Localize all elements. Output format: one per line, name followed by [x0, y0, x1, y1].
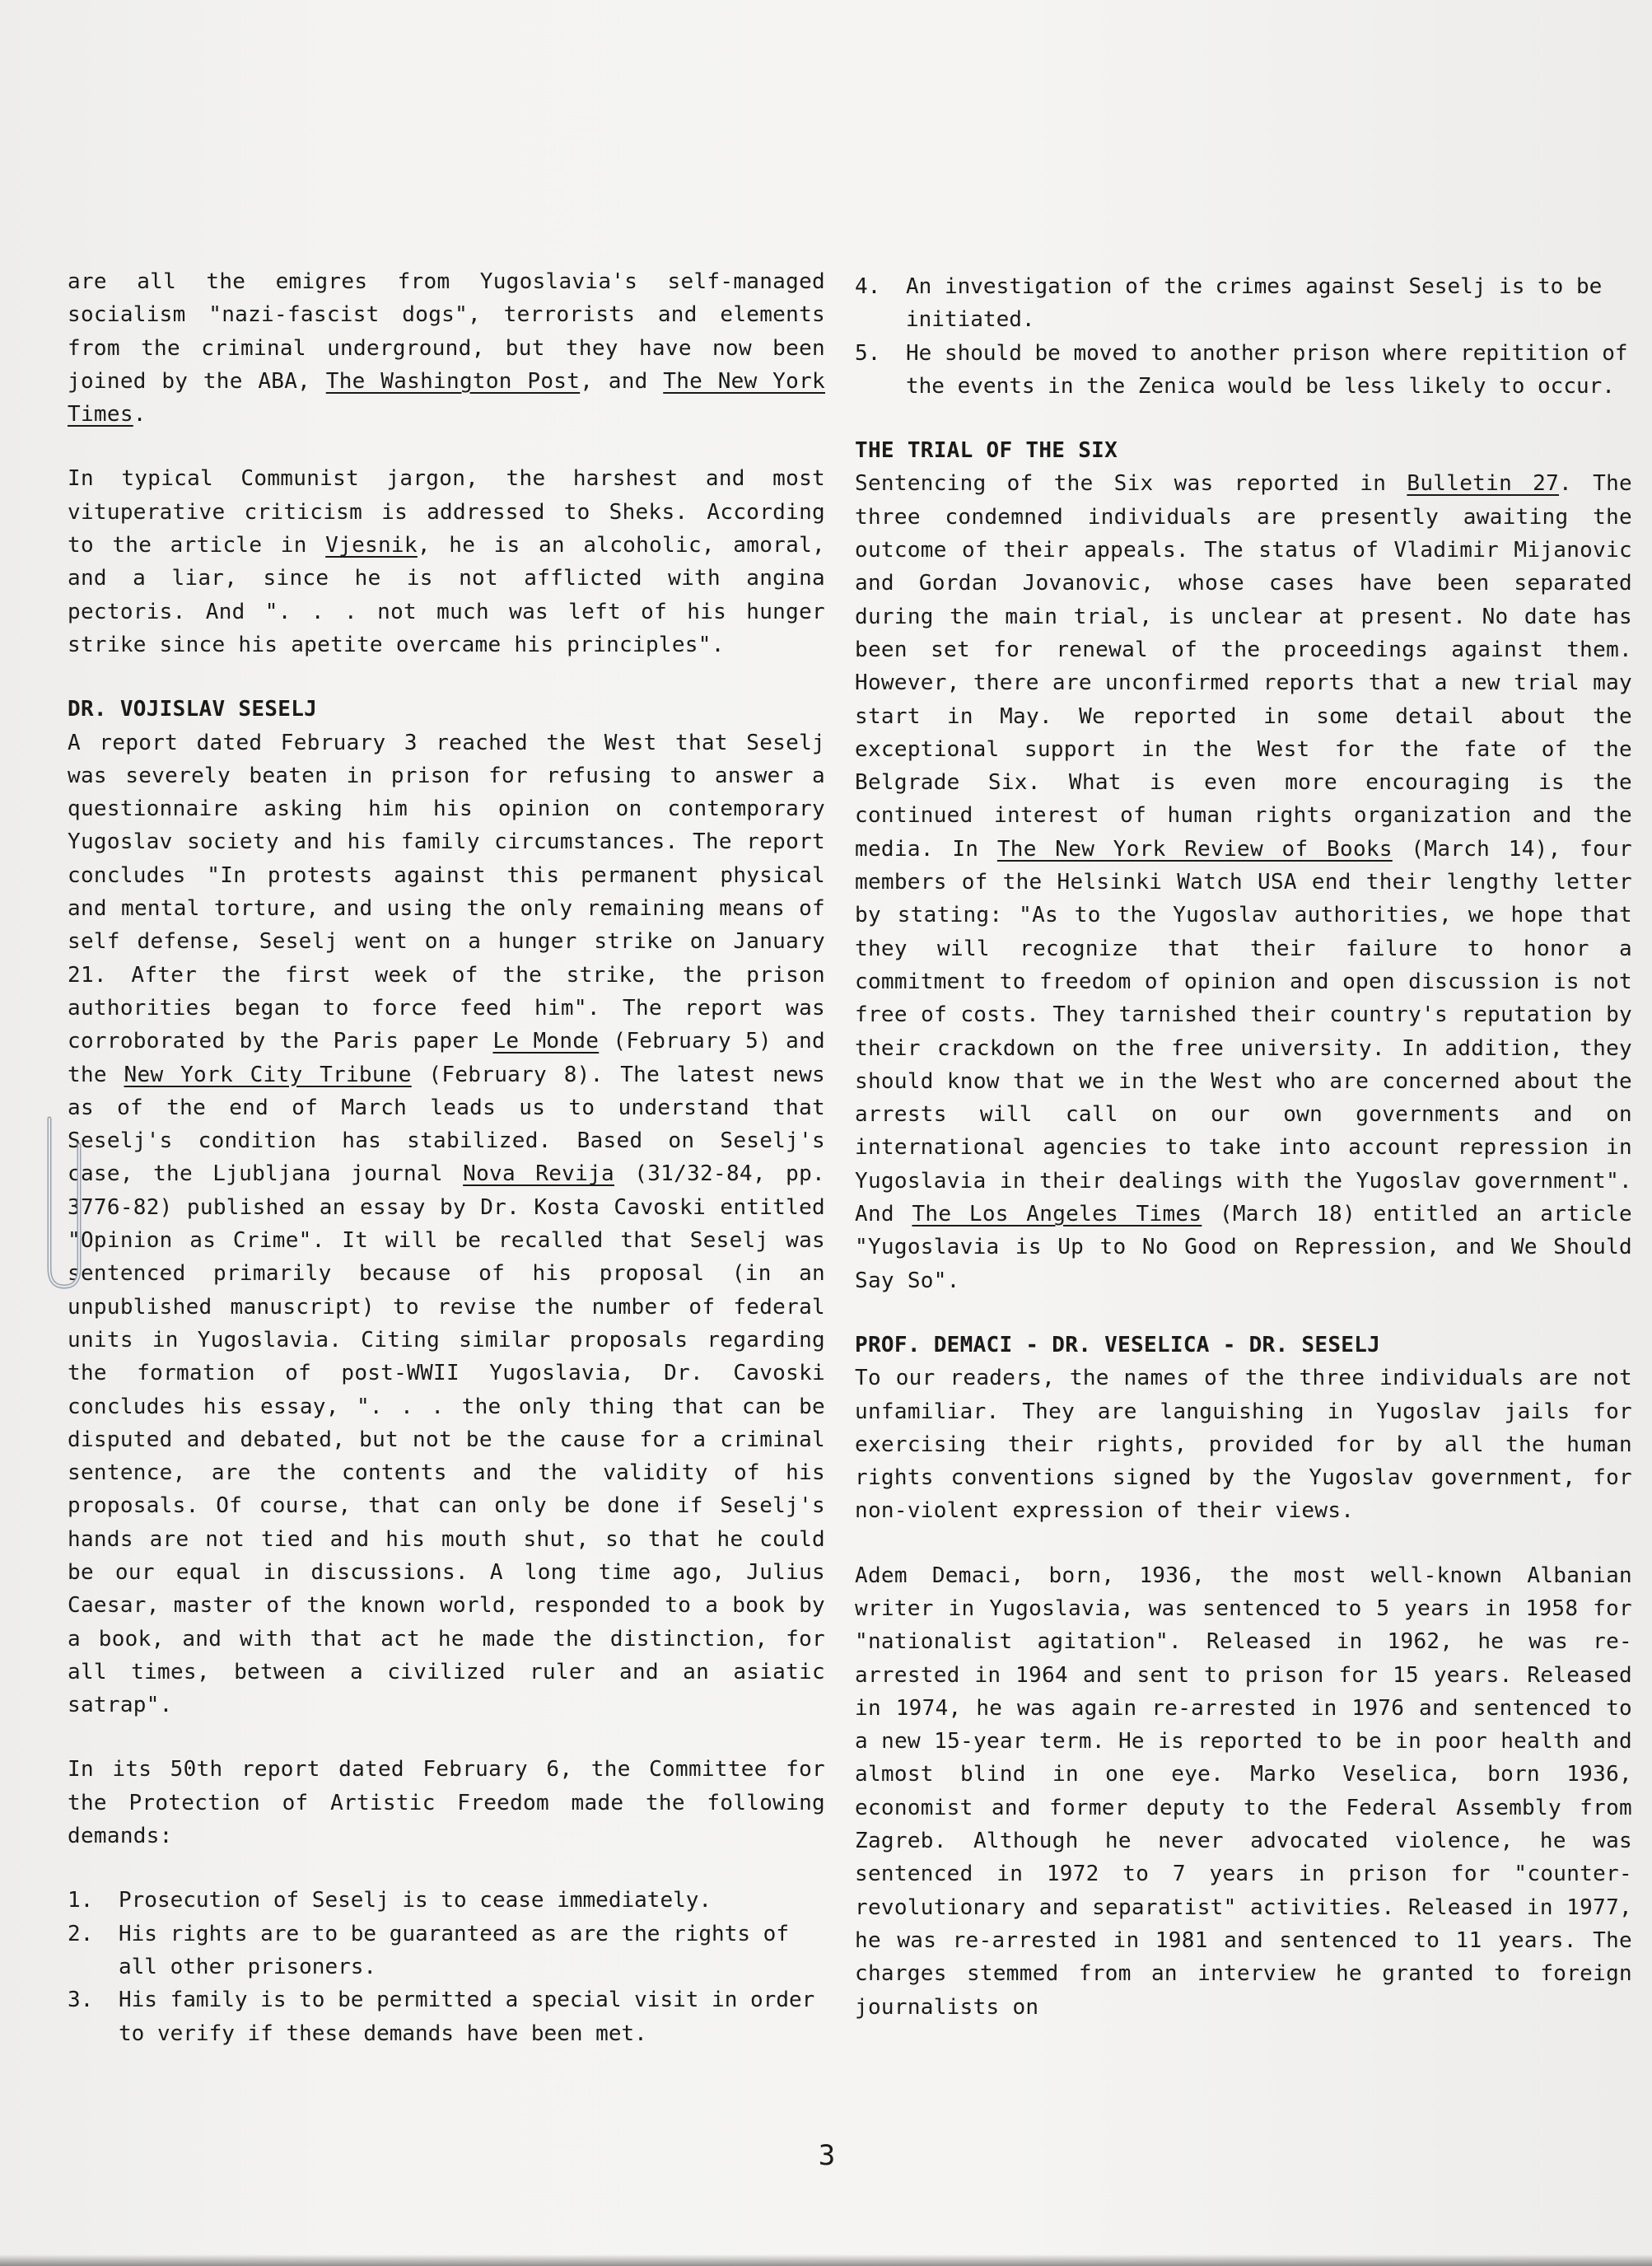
list-item: 2. His rights are to be guaranteed as are the rights of all other prisoners. [68, 1921, 789, 1979]
paper-clip-icon [16, 1112, 91, 1293]
publication-title: The New York Times [68, 368, 825, 428]
list-item: 5. He should be moved to another prison where repitition of the events in the Zenica would be less likely to occur. [855, 340, 1628, 399]
scan-shadow [0, 2254, 1652, 2266]
section-heading-trial-of-six: THE TRIAL OF THE SIX [855, 438, 1118, 464]
publication-title: The New York Review of Books [996, 836, 1393, 862]
publication-title: The Los Angeles Times [912, 1202, 1202, 1227]
section-heading-seselj: DR. VOJISLAV SESELJ [68, 697, 318, 722]
list-item: 3. His family is to be permitted a special visit in order to verify if these demands have been met. [68, 1988, 815, 2046]
paragraph-emigres: are all the emigres from Yugoslavia's self-managed socialism "nazi-fascist dogs", terrorists and elements from the criminal underground, but they have now been joined by the ABA, The Washington Post, and The New York Times. [68, 269, 825, 428]
demands-list [68, 1884, 825, 2049]
demands-list-continued [855, 270, 1632, 403]
right-column [855, 270, 1632, 2024]
left-column [68, 265, 825, 2050]
section-heading-demaci-veselica-seselj: PROF. DEMACI - DR. VESELICA - DR. SESELJ [855, 1332, 1381, 1357]
page-number: 3 [818, 2139, 836, 2172]
list-item: 4. An investigation of the crimes against Seselj is to be initiated. [855, 274, 1603, 333]
paragraph-committee: In its 50th report dated February 6, the Committee for the Protection of Artistic Freedom made the following demands: [68, 1757, 825, 1849]
paragraph-three-individuals: To our readers, the names of the three individuals are not unfamiliar. They are languishing in Yugoslav jails for exercising their rights, provided for by all the human rights conventions signed by the Yugoslav government, for non-violent expression of their views. [855, 1366, 1632, 1524]
paragraph-trial-of-six: Sentencing of the Six was reported in Bulletin 27. The three condemned individuals are presently awaiting the outcome of their appeals. The status of Vladimir Mijanovic and Gordan Jovanovic, whose cases have been separated during the main trial, is unclear at present. No date has been set for renewal of the proceedings against them. However, there are unconfirmed reports that a new trial may start in May. We reported in some detail about the exceptional support in the West for the fate of the Belgrade Six. What is even more encouraging is the continued interest of human rights organization and the media. In The New York Review of Books (March 14), four members of the Helsinki Watch USA end their lengthy letter by stating: "As to the Yugoslav authorities, we hope that they will recognize that their failure to honor a commitment to freedom of opinion and open discussion is not free of costs. They tarnished their country's reputation by their crackdown on the free university. In addition, they should know that we in the West who are concerned about the arrests will call on our own governments and on international agencies to take into account repression in Yugoslavia in their dealings with the Yugoslav government". And The Los Angeles Times (March 18) entitled an article "Yugoslavia is Up to No Good on Repression, and We Should Say So". [855, 471, 1632, 1293]
publication-title: Bulletin 27 [1407, 471, 1560, 497]
publication-title: The Washington Post [325, 368, 581, 394]
publication-title: Le Monde [492, 1029, 600, 1054]
list-item: 1. Prosecution of Seselj is to cease immediately. [68, 1888, 712, 1913]
paragraph-sheks: In typical Communist jargon, the harshest and most vituperative criticism is addressed to Sheks. According to the article in Vjesnik, he is an alcoholic, amoral, and a liar, since he is not afflicted with angina pectoris. And ". . . not much was left of his hunger strike since his apetite overcame his principles". [68, 466, 825, 657]
publication-title: Nova Revija [463, 1161, 614, 1187]
paragraph-demaci-veselica: Adem Demaci, born, 1936, the most well-known Albanian writer in Yugoslavia, was sentenced to 5 years in 1958 for "nationalist agitation". Released in 1962, he was re-arrested in 1964 and sent to prison for 15 years. Released in 1974, he was again re-arrested in 1976 and sentenced to a new 15-year term. He is reported to be in poor health and almost blind in one eye. Marko Veselica, born 1936, economist and former deputy to the Federal Assembly from Zagreb. Although he never advocated violence, he was sentenced in 1972 to 7 years in prison for "counter-revolutionary and separatist" activities. Released in 1977, he was re-arrested in 1981 and sentenced to 11 years. The charges stemmed from an interview he granted to foreign journalists on [855, 1563, 1632, 2020]
publication-title: New York City Tribune [124, 1062, 412, 1087]
publication-title: Vjesnik [325, 533, 418, 558]
paragraph-seselj-report: A report dated February 3 reached the West that Seselj was severely beaten in prison for refusing to answer a questionnaire asking him his opinion on contemporary Yugoslav society and his family circumstances. The report concludes "In protests against this permanent physical and mental torture, and using the only remaining means of self defense, Seselj went on a hunger strike on January 21. After the first week of the strike, the prison authorities began to force feed him". The report was corroborated by the Paris paper Le Monde (February 5) and the New York City Tribune (February 8). The latest news as of the end of March leads us to understand that Seselj's condition has stabilized. Based on Seselj's case, the Ljubljana journal Nova Revija (31/32-84, pp. 3776-82) published an essay by Dr. Kosta Cavoski entitled "Opinion as Crime". It will be recalled that Seselj was sentenced primarily because of his proposal (in an unpublished manuscript) to revise the number of federal units in Yugoslavia. Citing similar proposals regarding the formation of post-WWII Yugoslavia, Dr. Cavoski concludes his essay, ". . . the only thing that can be disputed and debated, but not be the cause for a criminal sentence, are the contents and the validity of his proposals. Of course, that can only be done if Seselj's hands are not tied and his mouth shut, so that he could be our equal in discussions. A long time ago, Julius Caesar, master of the known world, responded to a book by a book, and with that act he made the distinction, for all times, between a civilized ruler and an asiatic satrap". [68, 730, 825, 1718]
